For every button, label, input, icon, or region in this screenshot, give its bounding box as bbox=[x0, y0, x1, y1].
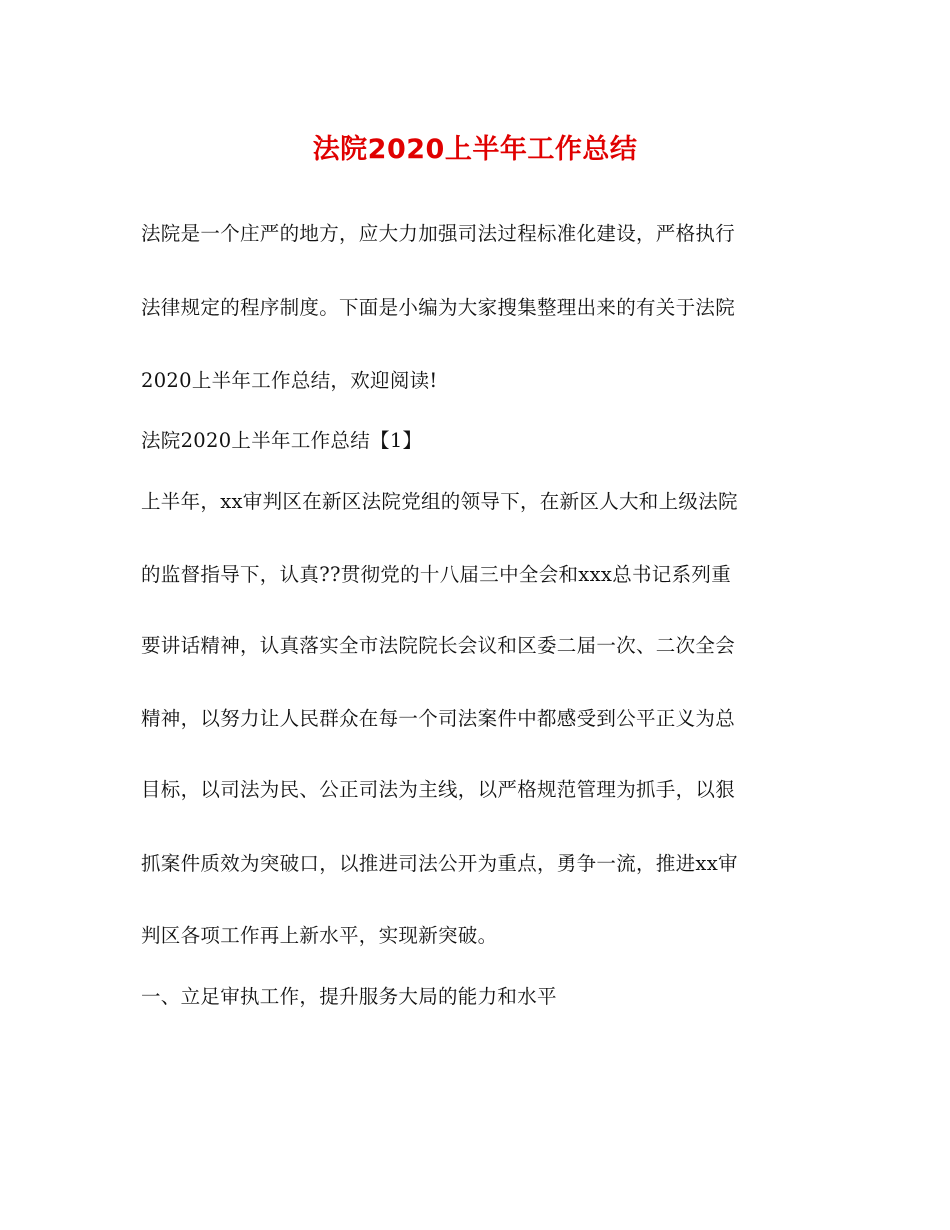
body-line-5: 目标，以司法为民、公正司法为主线，以严格规范管理为抓手，以狠 bbox=[141, 778, 736, 801]
body-line-1: 上半年，xx审判区在新区法院党组的领导下，在新区人大和上级法院 bbox=[141, 490, 738, 513]
body-line-7: 判区各项工作再上新水平，实现新突破。 bbox=[141, 924, 498, 947]
intro-line-2: 法律规定的程序制度。下面是小编为大家搜集整理出来的有关于法院 bbox=[141, 296, 736, 319]
intro-line-1: 法院是一个庄严的地方，应大力加强司法过程标准化建设，严格执行 bbox=[141, 222, 736, 245]
section-heading-1: 法院2020上半年工作总结【1】 bbox=[141, 429, 423, 452]
body-line-4: 精神，以努力让人民群众在每一个司法案件中都感受到公平正义为总 bbox=[141, 707, 736, 730]
subsection-heading-1: 一、立足审执工作，提升服务大局的能力和水平 bbox=[141, 985, 557, 1008]
document-title: 法院2020上半年工作总结 bbox=[312, 134, 638, 165]
intro-line-3: 2020上半年工作总结，欢迎阅读! bbox=[141, 369, 438, 392]
body-line-2: 的监督指导下，认真??贯彻党的十八届三中全会和xxx总书记系列重 bbox=[141, 563, 732, 586]
body-line-3: 要讲话精神，认真落实全市法院院长会议和区委二届一次、二次全会 bbox=[141, 634, 736, 657]
body-line-6: 抓案件质效为突破口，以推进司法公开为重点，勇争一流，推进xx审 bbox=[141, 852, 738, 875]
